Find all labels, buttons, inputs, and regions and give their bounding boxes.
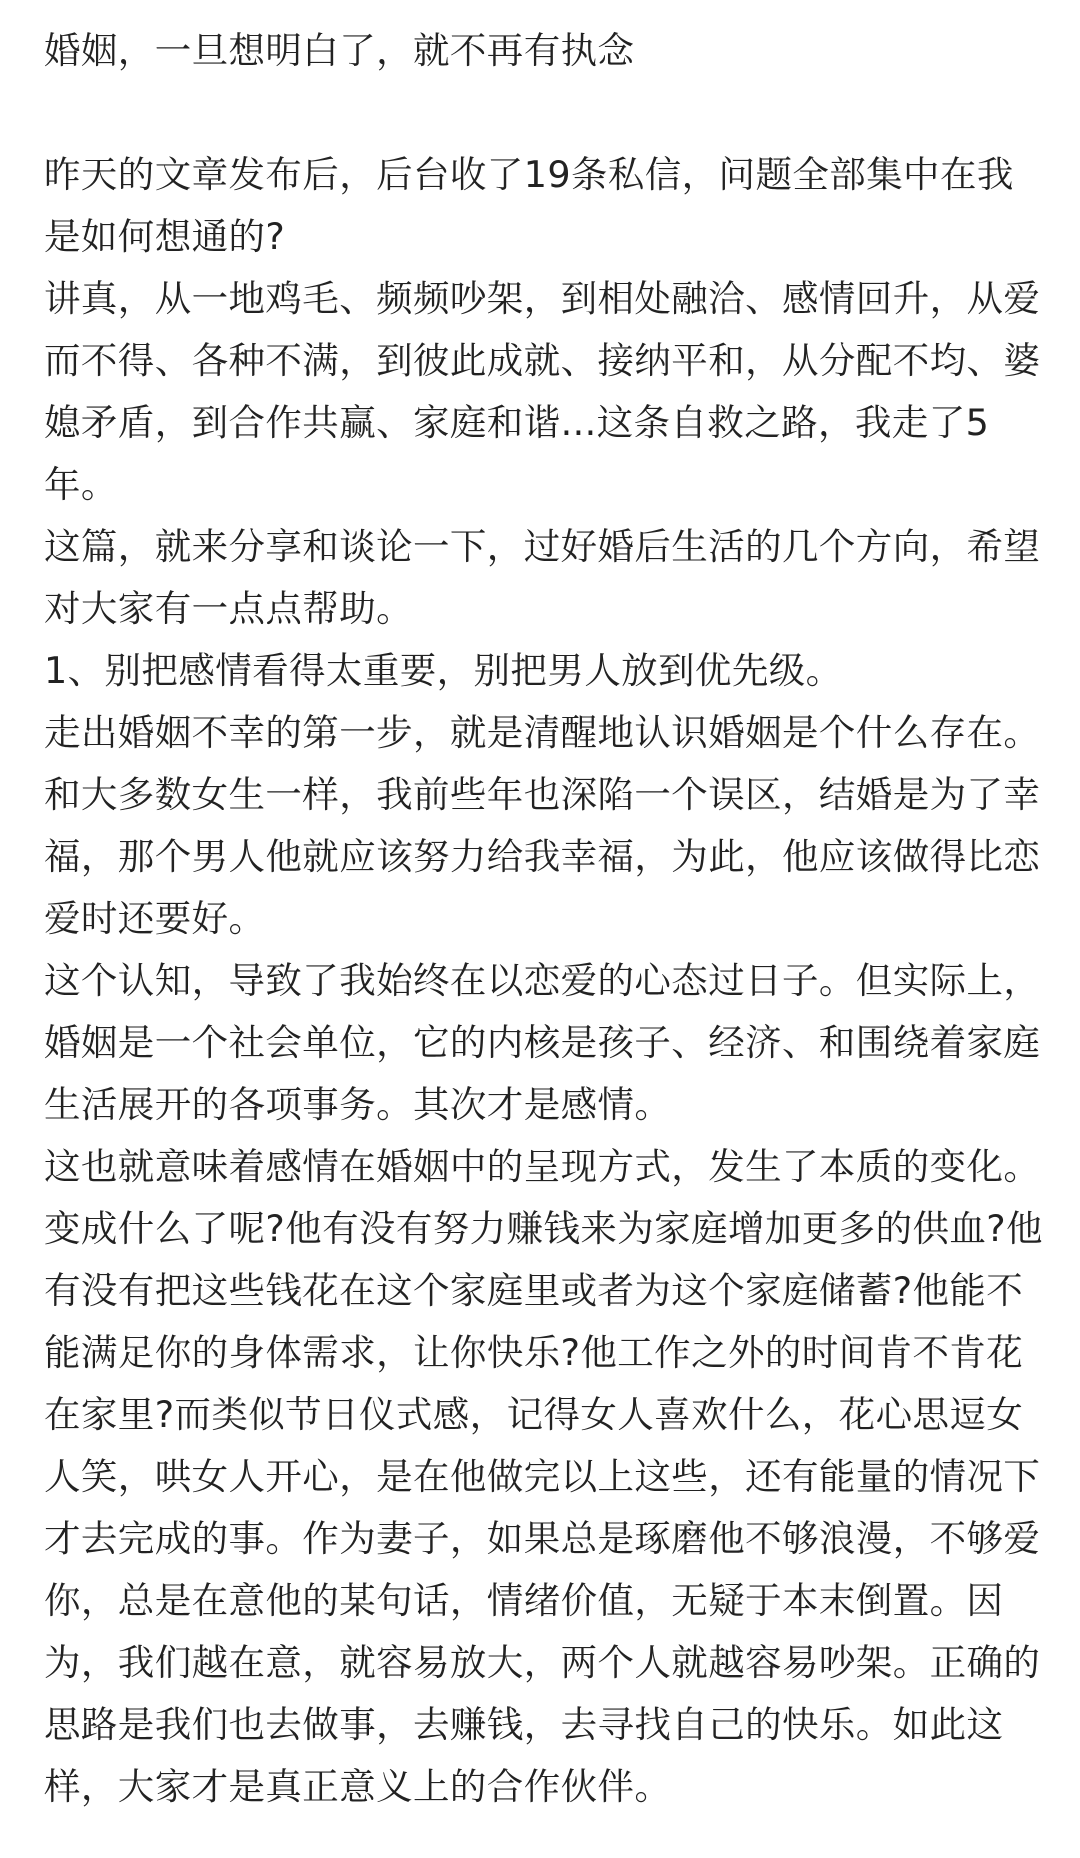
article-paragraph: 走出婚姻不幸的第一步，就是清醒地认识婚姻是个什么存在。和大多数女生一样，我前些年也深陷一个误区，结婚是为了幸福，那个男人他就应该努力给我幸福，为此，他应该做得比恋爱时还要好。 <box>44 711 1041 940</box>
article-paragraph: 这个认知，导致了我始终在以恋爱的心态过日子。但实际上，婚姻是一个社会单位，它的内核是孩子、经济、和围绕着家庭生活展开的各项事务。其次才是感情。 <box>44 959 1041 1126</box>
article-paragraph: 这也就意味着感情在婚姻中的呈现方式，发生了本质的变化。变成什么了呢?他有没有努力赚钱来为家庭增加更多的供血?他有没有把这些钱花在这个家庭里或者为这个家庭储蓄?他能不能满足你的身体需求，让你快乐?他工作之外的时间肯不肯花在家里?而类似节日仪式感，记得女人喜欢什么，花心思逗女人笑，哄女人开心，是在他做完以上这些，还有能量的情况下才去完成的事。作为妻子，如果总是琢磨他不够浪漫，不够爱你，总是在意他的某句话，情绪价值，无疑于本末倒置。因为，我们越在意，就容易放大，两个人就越容易吵架。正确的思路是我们也去做事，去赚钱，去寻找自己的快乐。如此这样，大家才是真正意义上的合作伙伴。 <box>44 1145 1043 1808</box>
article-title: 婚姻，一旦想明白了，就不再有执念 <box>44 29 635 72</box>
article-paragraph: 讲真，从一地鸡毛、频频吵架，到相处融洽、感情回升，从爱而不得、各种不满，到彼此成就、接纳平和，从分配不均、婆媳矛盾，到合作共赢、家庭和谐...这条自救之路，我走了5年。 <box>44 277 1041 506</box>
section-heading: 1、别把感情看得太重要，别把男人放到优先级。 <box>44 649 843 692</box>
article-body <box>44 20 1044 1818</box>
article-paragraph: 这篇，就来分享和谈论一下，过好婚后生活的几个方向，希望对大家有一点点帮助。 <box>44 525 1041 630</box>
article-paragraph: 昨天的文章发布后，后台收了19条私信，问题全部集中在我是如何想通的? <box>44 153 1014 258</box>
